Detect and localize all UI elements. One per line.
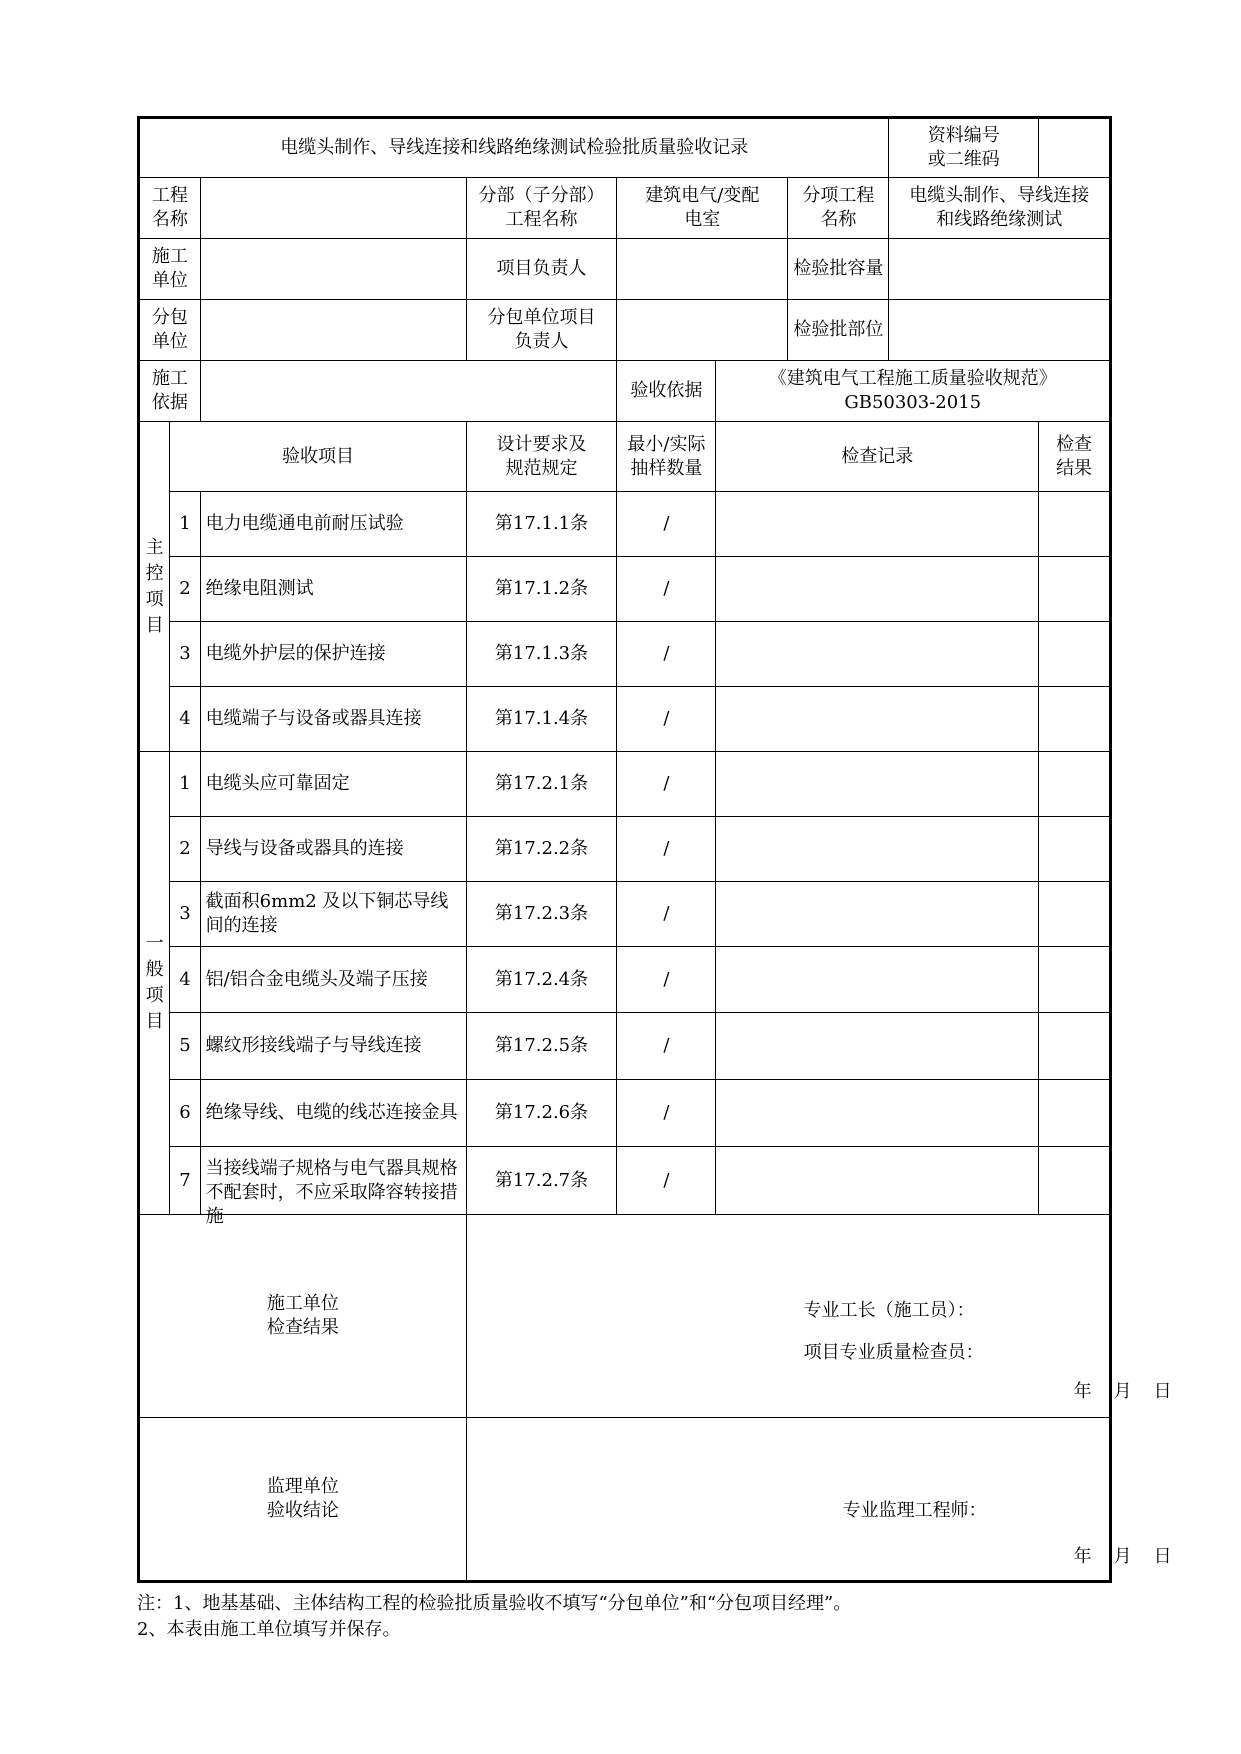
general-group-label: 一般项目 [139,752,170,1215]
doc-no-label: 资料编号 或二维码 [889,118,1039,178]
construction-basis-label: 施工依据 [139,361,201,422]
item-no: 3 [170,622,200,687]
date-line: 年 月 日 [1073,1381,1172,1402]
sub-division-value: 建筑电气/变配 电室 [617,178,788,239]
sub-manager-label: 分包单位项目 负责人 [466,300,617,361]
batch-location-label: 检验批部位 [788,300,889,361]
subcontractor-value[interactable] [200,300,466,361]
item-sample[interactable]: / [617,492,716,557]
note-2: 2、本表由施工单位填写并保存。 [137,1619,401,1640]
footnotes [137,1591,851,1643]
item-no: 3 [170,882,200,947]
supervisor-check-label: 监理单位 验收结论 [139,1418,467,1582]
item-clause: 第17.1.3条 [466,622,617,687]
note-1: 注：1、地基基础、主体结构工程的检验批质量验收不填写“分包单位”和“分包项目经理”。 [137,1593,852,1614]
contractor-label: 施工单位 [139,239,201,300]
item-clause: 第17.1.2条 [466,557,617,622]
main-group-label: 主控项目 [139,422,170,752]
item-result[interactable] [1039,1013,1111,1080]
item-name: 当接线端子规格与电气器具规格不配套时，不应采取降容转接措施 [200,1147,466,1215]
item-no: 4 [170,687,200,752]
item-no: 2 [170,817,200,882]
item-name: 导线与设备或器具的连接 [200,817,466,882]
item-name: 电力电缆通电前耐压试验 [200,492,466,557]
item-no: 1 [170,492,200,557]
supervisor-check-area[interactable] [466,1418,1172,1582]
item-result[interactable] [1039,882,1111,947]
batch-location-value[interactable] [889,300,1111,361]
item-result[interactable] [1039,492,1111,557]
item-sample[interactable]: / [617,947,716,1013]
item-no: 4 [170,947,200,1013]
item-no: 1 [170,752,200,817]
item-clause: 第17.2.2条 [466,817,617,882]
item-result[interactable] [1039,947,1111,1013]
item-record[interactable] [716,947,1039,1013]
item-result[interactable] [1039,622,1111,687]
header-design: 设计要求及 规范规定 [466,422,617,492]
engineer-label: 专业监理工程师： [842,1499,987,1521]
sub-division-label: 分部（子分部） 工程名称 [466,178,617,239]
item-name: 绝缘电阻测试 [200,557,466,622]
item-sample[interactable]: / [617,817,716,882]
item-result[interactable] [1039,557,1111,622]
contractor-value[interactable] [200,239,466,300]
item-record[interactable] [716,1013,1039,1080]
header-record: 检查记录 [716,422,1039,492]
item-name: 螺纹形接线端子与导线连接 [200,1013,466,1080]
item-sample[interactable]: / [617,882,716,947]
item-no: 6 [170,1080,200,1147]
inspector-label: 项目专业质量检查员： [803,1342,984,1363]
item-sample[interactable]: / [617,752,716,817]
item-no: 5 [170,1013,200,1080]
item-record[interactable] [716,1080,1039,1147]
acceptance-basis-label: 验收依据 [617,361,716,422]
item-clause: 第17.1.4条 [466,687,617,752]
construction-basis-value[interactable] [200,361,617,422]
batch-capacity-label: 检验批容量 [788,239,889,300]
contractor-check-area[interactable] [466,1215,1172,1418]
doc-no-value[interactable] [1039,118,1111,178]
contractor-check-label: 施工单位 检查结果 [139,1215,467,1418]
item-result[interactable] [1039,1080,1111,1147]
subcontractor-label: 分包单位 [139,300,201,361]
item-result[interactable] [1039,752,1111,817]
item-clause: 第17.2.7条 [466,1147,617,1215]
item-record[interactable] [716,492,1039,557]
item-result[interactable] [1039,1147,1111,1215]
foreman-label: 专业工长（施工员）： [803,1300,975,1321]
item-result[interactable] [1039,687,1111,752]
item-project-label: 分项工程 名称 [788,178,889,239]
item-record[interactable] [716,557,1039,622]
batch-capacity-value[interactable] [889,239,1111,300]
form-title: 电缆头制作、导线连接和线路绝缘测试检验批质量验收记录 [139,118,889,178]
header-item: 验收项目 [170,422,466,492]
item-sample[interactable]: / [617,1080,716,1147]
item-name: 电缆端子与设备或器具连接 [200,687,466,752]
item-sample[interactable]: / [617,1013,716,1080]
item-record[interactable] [716,882,1039,947]
item-record[interactable] [716,687,1039,752]
item-project-value: 电缆头制作、导线连接 和线路绝缘测试 [889,178,1111,239]
item-sample[interactable]: / [617,557,716,622]
item-sample[interactable]: / [617,687,716,752]
item-clause: 第17.2.5条 [466,1013,617,1080]
item-clause: 第17.2.4条 [466,947,617,1013]
item-name: 电缆头应可靠固定 [200,752,466,817]
item-record[interactable] [716,1147,1039,1215]
header-result: 检查 结果 [1039,422,1111,492]
item-record[interactable] [716,752,1039,817]
item-no: 2 [170,557,200,622]
project-manager-label: 项目负责人 [466,239,617,300]
item-clause: 第17.2.3条 [466,882,617,947]
project-name-value[interactable] [200,178,466,239]
header-sample: 最小/实际 抽样数量 [617,422,716,492]
project-manager-value[interactable] [617,239,788,300]
item-result[interactable] [1039,817,1111,882]
item-clause: 第17.1.1条 [466,492,617,557]
item-name: 铝/铝合金电缆头及端子压接 [200,947,466,1013]
acceptance-basis-value: 《建筑电气工程施工质量验收规范》 GB50303-2015 [716,361,1111,422]
item-name: 电缆外护层的保护连接 [200,622,466,687]
item-sample[interactable]: / [617,622,716,687]
item-record[interactable] [716,622,1039,687]
item-name: 绝缘导线、电缆的线芯连接金具 [200,1080,466,1147]
sub-manager-value[interactable] [617,300,788,361]
date-line: 年 月 日 [1073,1545,1172,1567]
project-name-label: 工程名称 [139,178,201,239]
item-name: 截面积6mm2 及以下铜芯导线间的连接 [200,882,466,947]
item-clause: 第17.2.6条 [466,1080,617,1147]
item-no: 7 [170,1147,200,1215]
item-clause: 第17.2.1条 [466,752,617,817]
inspection-record-table [137,116,1172,1583]
item-sample[interactable]: / [617,1147,716,1215]
item-record[interactable] [716,817,1039,882]
